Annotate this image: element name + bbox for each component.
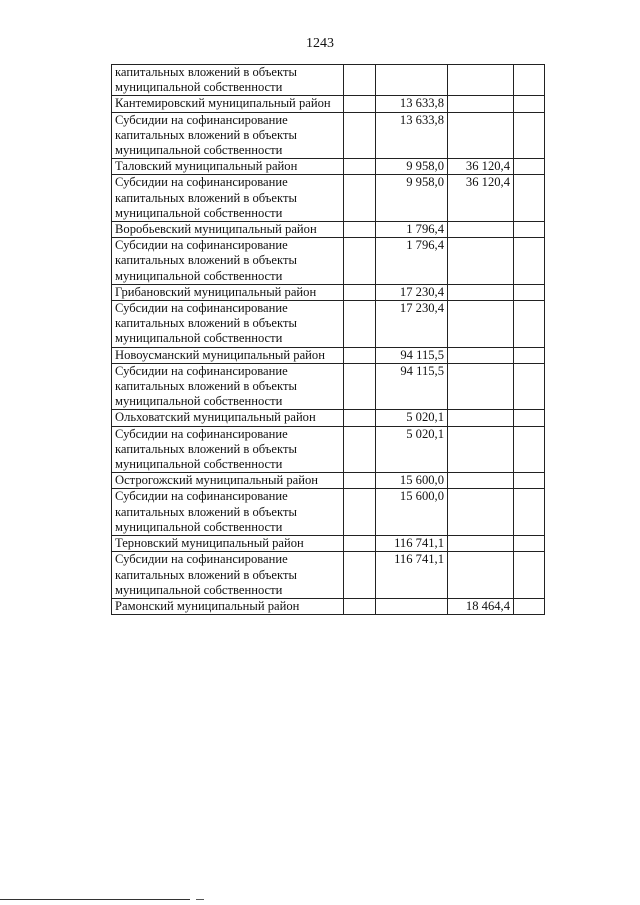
row-value-1-cell: 13 633,8: [376, 112, 448, 159]
table-row: [112, 222, 545, 238]
row-value-1-cell: 17 230,4: [376, 284, 448, 300]
footnote-rule-dash: [196, 899, 204, 900]
row-name-cell: Субсидии на софинансирование капитальных вложений в объекты муниципальной собственности: [112, 175, 344, 222]
row-value-1-cell: 17 230,4: [376, 301, 448, 348]
row-value-3-cell: [514, 159, 545, 175]
row-value-3-cell: [514, 301, 545, 348]
row-blank-cell: [344, 112, 376, 159]
table-row: [112, 238, 545, 285]
row-value-1-cell: 5 020,1: [376, 410, 448, 426]
page-number: 1243: [306, 36, 334, 51]
row-blank-cell: [344, 552, 376, 599]
row-value-3-cell: [514, 175, 545, 222]
table-row: [112, 426, 545, 473]
row-value-3-cell: [514, 112, 545, 159]
row-value-1-cell: 5 020,1: [376, 426, 448, 473]
row-value-3-cell: [514, 238, 545, 285]
table-row: [112, 65, 545, 96]
row-blank-cell: [344, 96, 376, 112]
row-blank-cell: [344, 284, 376, 300]
row-value-3-cell: [514, 96, 545, 112]
row-blank-cell: [344, 222, 376, 238]
row-value-2-cell: [448, 552, 514, 599]
row-blank-cell: [344, 536, 376, 552]
row-value-2-cell: [448, 238, 514, 285]
row-value-1-cell: 1 796,4: [376, 222, 448, 238]
row-value-3-cell: [514, 489, 545, 536]
row-value-2-cell: [448, 284, 514, 300]
row-blank-cell: [344, 159, 376, 175]
row-name-cell: Ольховатский муниципальный район: [112, 410, 344, 426]
row-value-2-cell: [448, 96, 514, 112]
row-name-cell: Грибановский муниципальный район: [112, 284, 344, 300]
row-value-3-cell: [514, 598, 545, 614]
row-blank-cell: [344, 426, 376, 473]
row-blank-cell: [344, 238, 376, 285]
row-value-1-cell: [376, 65, 448, 96]
row-value-3-cell: [514, 284, 545, 300]
row-blank-cell: [344, 65, 376, 96]
row-name-cell: Субсидии на софинансирование капитальных вложений в объекты муниципальной собственности: [112, 489, 344, 536]
row-name-cell: капитальных вложений в объекты муниципальной собственности: [112, 65, 344, 96]
table-row: [112, 175, 545, 222]
table-row: [112, 489, 545, 536]
row-value-3-cell: [514, 473, 545, 489]
row-name-cell: Таловский муниципальный район: [112, 159, 344, 175]
row-value-3-cell: [514, 222, 545, 238]
row-value-3-cell: [514, 410, 545, 426]
table-row: [112, 112, 545, 159]
row-value-1-cell: 116 741,1: [376, 552, 448, 599]
row-name-cell: Терновский муниципальный район: [112, 536, 344, 552]
row-value-2-cell: 36 120,4: [448, 175, 514, 222]
budget-table-body: [112, 65, 545, 615]
row-name-cell: Новоусманский муниципальный район: [112, 347, 344, 363]
footnote-rule: [0, 899, 190, 900]
row-value-2-cell: [448, 536, 514, 552]
row-name-cell: Кантемировский муниципальный район: [112, 96, 344, 112]
row-name-cell: Субсидии на софинансирование капитальных вложений в объекты муниципальной собственности: [112, 238, 344, 285]
row-value-1-cell: 15 600,0: [376, 473, 448, 489]
row-blank-cell: [344, 598, 376, 614]
table-row: [112, 159, 545, 175]
row-value-2-cell: 36 120,4: [448, 159, 514, 175]
row-blank-cell: [344, 473, 376, 489]
row-value-1-cell: 13 633,8: [376, 96, 448, 112]
row-value-2-cell: [448, 489, 514, 536]
row-value-2-cell: [448, 473, 514, 489]
row-value-3-cell: [514, 363, 545, 410]
row-value-1-cell: 116 741,1: [376, 536, 448, 552]
row-name-cell: Субсидии на софинансирование капитальных вложений в объекты муниципальной собственности: [112, 552, 344, 599]
row-name-cell: Острогожский муниципальный район: [112, 473, 344, 489]
row-name-cell: Субсидии на софинансирование капитальных вложений в объекты муниципальной собственности: [112, 426, 344, 473]
table-row: [112, 284, 545, 300]
row-value-1-cell: 1 796,4: [376, 238, 448, 285]
row-value-2-cell: [448, 301, 514, 348]
row-value-1-cell: 9 958,0: [376, 175, 448, 222]
row-value-2-cell: [448, 426, 514, 473]
row-value-1-cell: [376, 598, 448, 614]
row-blank-cell: [344, 301, 376, 348]
row-value-3-cell: [514, 65, 545, 96]
budget-table: [111, 64, 545, 615]
row-value-2-cell: [448, 347, 514, 363]
row-value-3-cell: [514, 426, 545, 473]
row-name-cell: Субсидии на софинансирование капитальных вложений в объекты муниципальной собственности: [112, 301, 344, 348]
row-value-1-cell: 94 115,5: [376, 363, 448, 410]
table-row: [112, 96, 545, 112]
row-value-1-cell: 94 115,5: [376, 347, 448, 363]
row-value-1-cell: 9 958,0: [376, 159, 448, 175]
row-blank-cell: [344, 175, 376, 222]
table-row: [112, 301, 545, 348]
row-value-3-cell: [514, 552, 545, 599]
row-name-cell: Субсидии на софинансирование капитальных вложений в объекты муниципальной собственности: [112, 363, 344, 410]
row-value-3-cell: [514, 347, 545, 363]
table-row: [112, 363, 545, 410]
row-blank-cell: [344, 489, 376, 536]
table-row: [112, 598, 545, 614]
table-row: [112, 410, 545, 426]
table-row: [112, 536, 545, 552]
table-row: [112, 347, 545, 363]
row-value-3-cell: [514, 536, 545, 552]
row-value-2-cell: 18 464,4: [448, 598, 514, 614]
row-name-cell: Рамонский муниципальный район: [112, 598, 344, 614]
row-blank-cell: [344, 410, 376, 426]
row-name-cell: Воробьевский муниципальный район: [112, 222, 344, 238]
row-value-2-cell: [448, 222, 514, 238]
row-blank-cell: [344, 363, 376, 410]
row-value-2-cell: [448, 112, 514, 159]
table-row: [112, 552, 545, 599]
row-value-1-cell: 15 600,0: [376, 489, 448, 536]
row-value-2-cell: [448, 410, 514, 426]
row-name-cell: Субсидии на софинансирование капитальных вложений в объекты муниципальной собственности: [112, 112, 344, 159]
row-value-2-cell: [448, 65, 514, 96]
table-row: [112, 473, 545, 489]
row-value-2-cell: [448, 363, 514, 410]
row-blank-cell: [344, 347, 376, 363]
